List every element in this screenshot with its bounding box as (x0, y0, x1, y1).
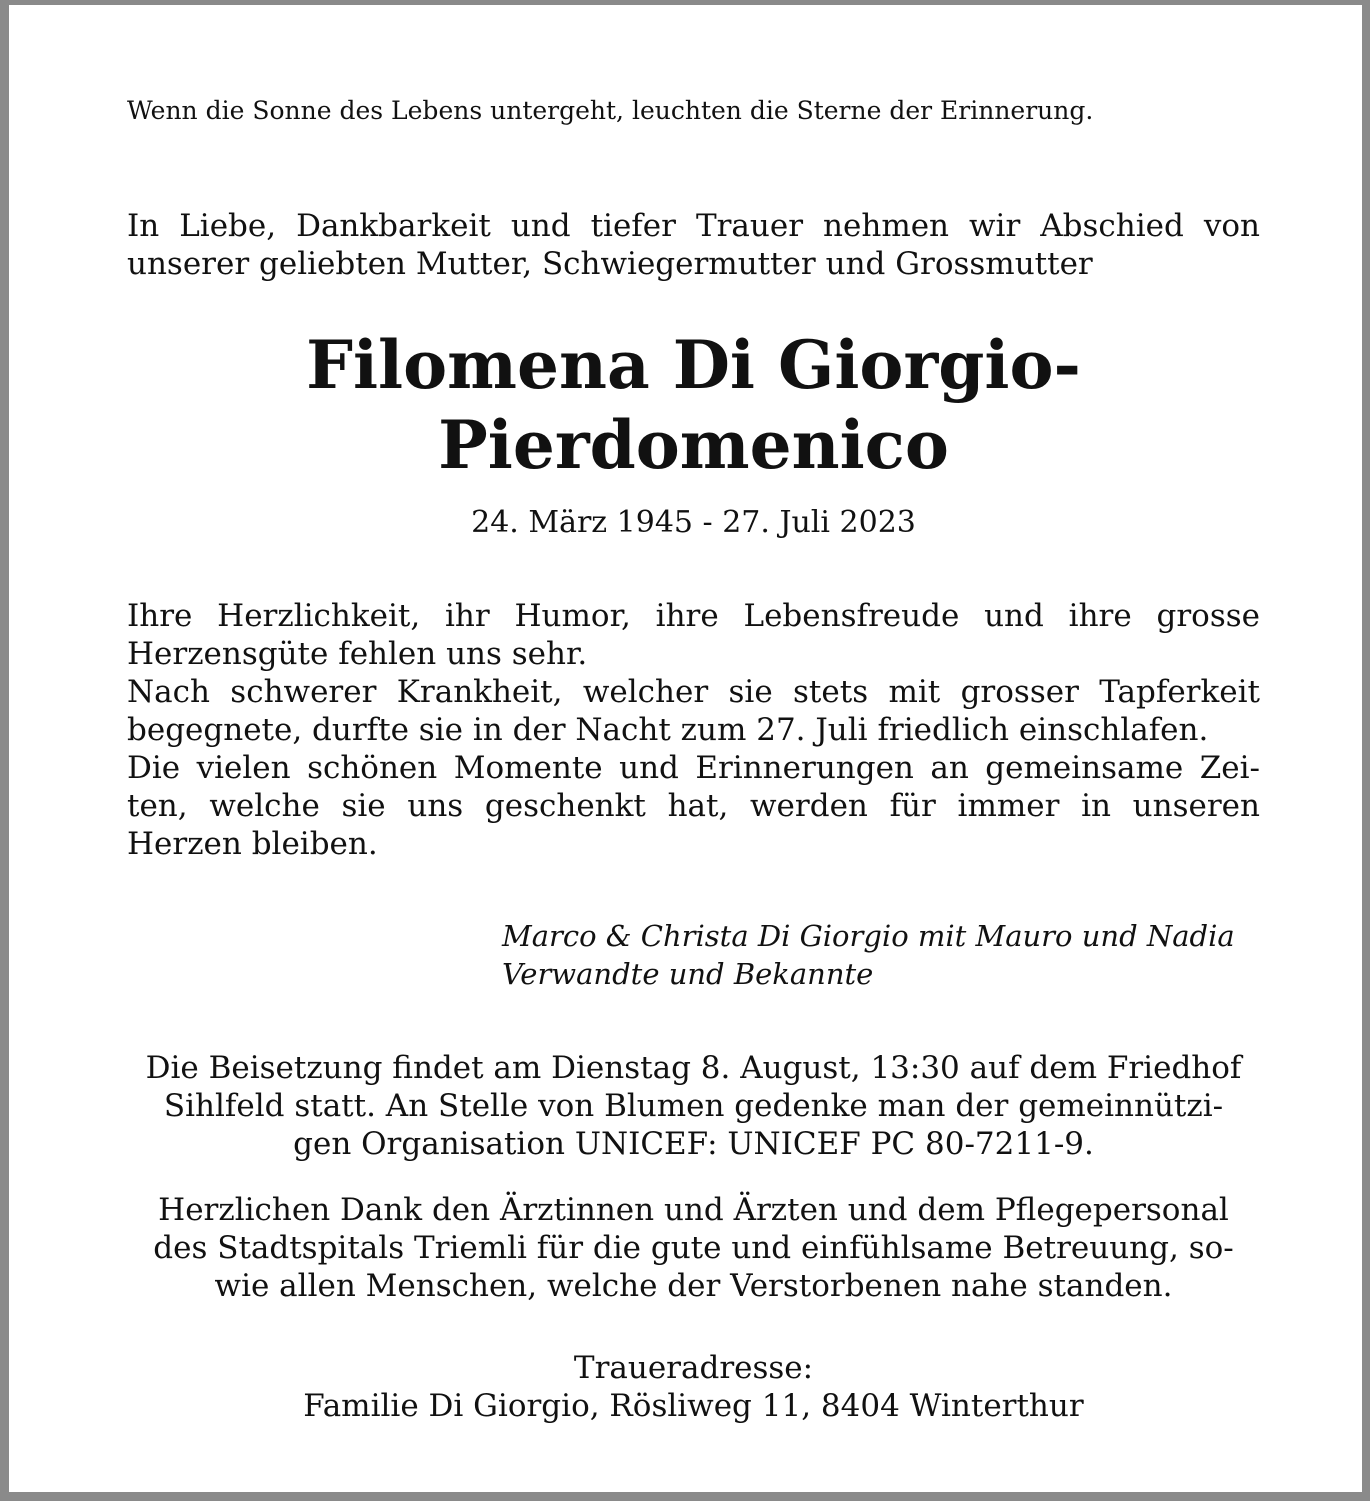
address-label: Traueradresse: (573, 1350, 814, 1386)
tribute-paragraph-3: Die vielen schönen Momente und Erinnerungen an gemeinsame Zei-ten, welche sie uns geschenkt hat, werden für immer in unseren Herzen bleiben. (127, 750, 1260, 862)
funeral-info (127, 1049, 1260, 1163)
tribute-text (127, 597, 1260, 863)
funeral-line-3: gen Organisation UNICEF: UNICEF PC 80-7211-9. (293, 1126, 1094, 1162)
life-dates: 24. März 1945 - 27. Juli 2023 (471, 505, 916, 540)
thanks-line-2: des Stadtspitals Triemli für die gute und einfühlsame Betreuung, so- (153, 1230, 1234, 1266)
deceased-name (127, 325, 1260, 485)
funeral-line-1: Die Beisetzung findet am Dienstag 8. August, 13:30 auf dem Friedhof (145, 1050, 1242, 1086)
thanks-line-3: wie allen Menschen, welche der Verstorbenen nahe standen. (214, 1268, 1173, 1304)
mourners-signature (502, 917, 1272, 993)
deceased-name-line1: Filomena Di Giorgio- (306, 326, 1081, 404)
tribute-paragraph-2: Nach schwerer Krankheit, welcher sie stets mit grosser Tapferkeit begegnete, durfte sie in der Nacht zum 27. Juli friedlich einschlafen. (127, 674, 1260, 748)
thanks-line-1: Herzlichen Dank den Ärztinnen und Ärzten und dem Pflegepersonal (158, 1192, 1229, 1228)
deceased-name-line2: Pierdomenico (438, 406, 949, 484)
mourning-address (127, 1349, 1260, 1425)
motto-quote: Wenn die Sonne des Lebens untergeht, leuchten die Sterne der Erinnerung. (127, 96, 1094, 125)
mourners-line-1: Marco & Christa Di Giorgio mit Mauro und Nadia (502, 919, 1235, 953)
intro-text: In Liebe, Dankbarkeit und tiefer Trauer nehmen wir Abschied von unserer geliebten Mutter, Schwiegermutter und Grossmutter (127, 208, 1260, 282)
thanks-note (127, 1191, 1260, 1305)
funeral-line-2: Sihlfeld statt. An Stelle von Blumen gedenke man der gemeinnützi- (163, 1088, 1224, 1124)
address-value: Familie Di Giorgio, Rösliweg 11, 8404 Winterthur (303, 1388, 1084, 1424)
mourners-line-2: Verwandte und Bekannte (502, 957, 874, 991)
tribute-paragraph-1: Ihre Herzlichkeit, ihr Humor, ihre Lebensfreude und ihre grosse Herzensgüte fehlen uns sehr. (127, 598, 1260, 672)
